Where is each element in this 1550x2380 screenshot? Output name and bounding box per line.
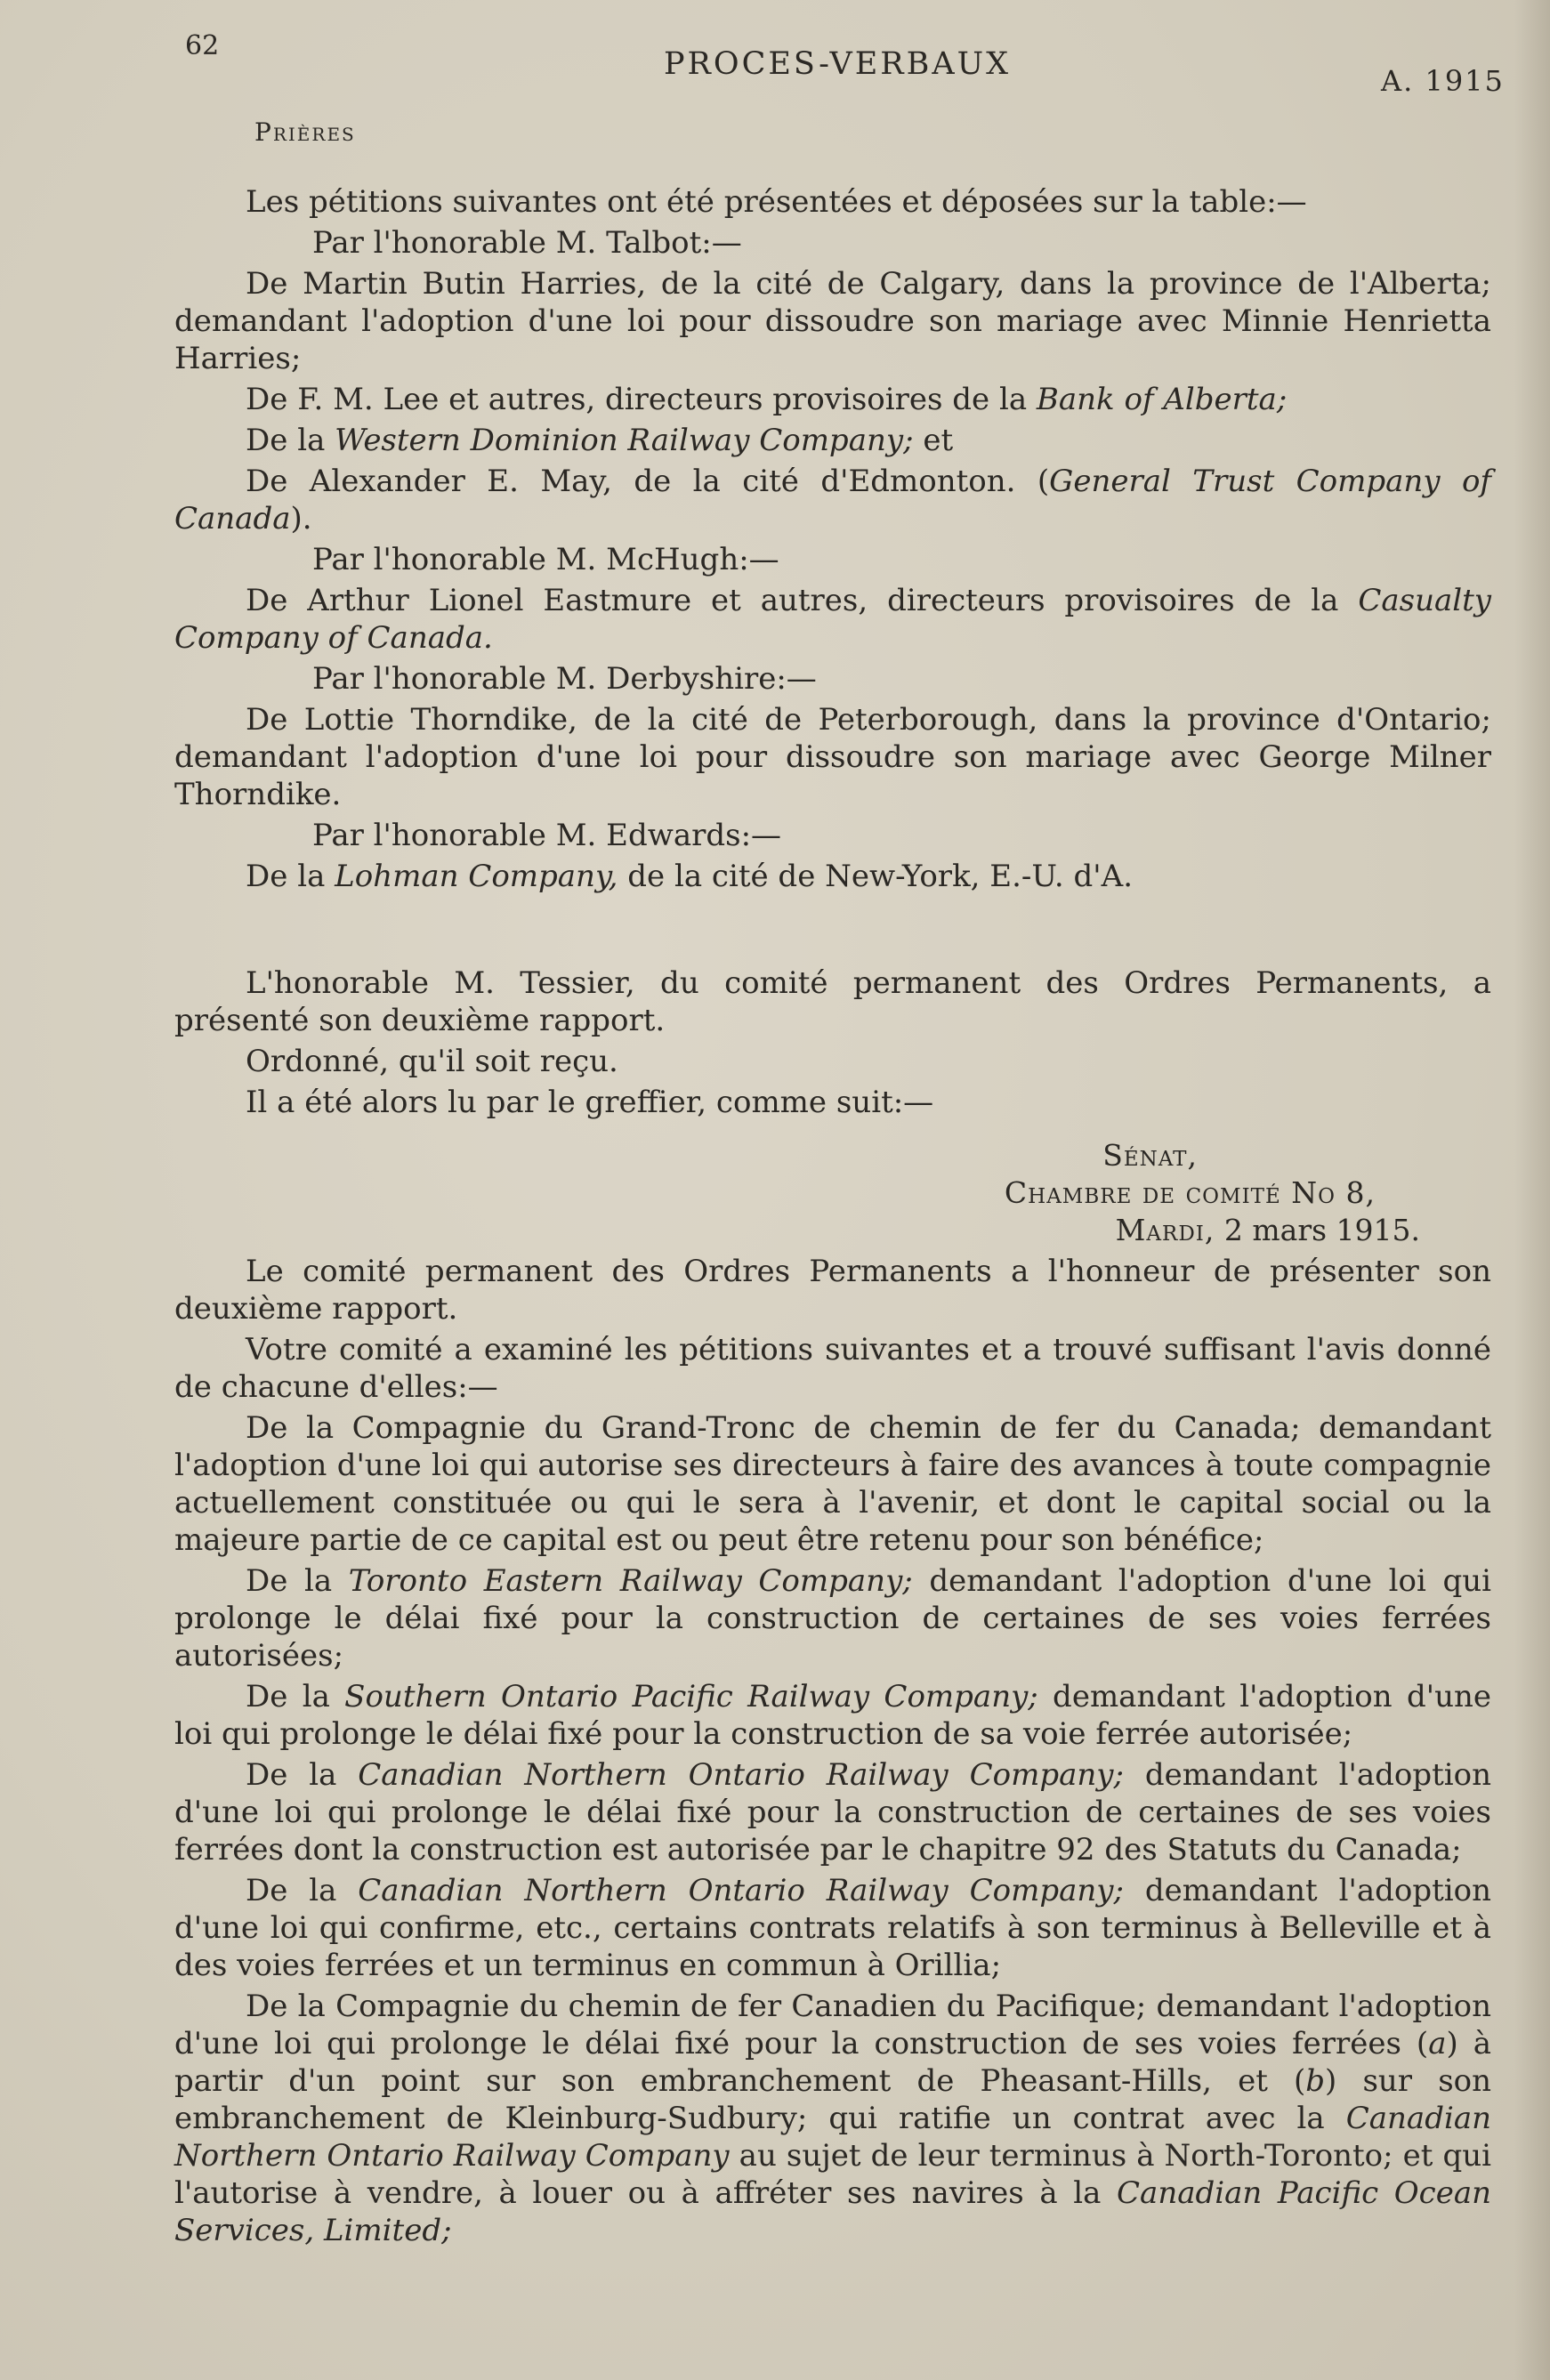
paragraph: De Lottie Thorndike, de la cité de Peterborough, dans la province d'Ontario; demandant l'adoption d'une loi pour dissoudre son mariage avec George Milner Thorndike. xyxy=(174,702,1491,812)
paragraph: De la Canadian Northern Ontario Railway Company; demandant l'adoption d'une loi qui confirme, etc., certains contrats relatifs à son terminus à Belleville et à des voies ferrées et un terminus en commun à Orillia; xyxy=(174,1873,1491,1983)
paragraph: De Arthur Lionel Eastmure et autres, directeurs provisoires de la Casualty Company of Canada. xyxy=(174,583,1491,656)
paragraph: De la Canadian Northern Ontario Railway Company; demandant l'adoption d'une loi qui prolonge le délai fixé pour la construction de certaines de ses voies ferrées dont la construction est autorisée par le chapitre 92 des Statuts du Canada; xyxy=(174,1757,1491,1868)
body-text xyxy=(174,183,1491,2253)
petitioner-line: Par l'honorable M. Derbyshire:— xyxy=(312,661,817,697)
session-year: A. 1915 xyxy=(1381,64,1505,98)
paragraph: De la Compagnie du chemin de fer Canadien du Pacifique; demandant l'adoption d'une loi qui prolonge le délai fixé pour la construction de ses voies ferrées (a) à partir d'un point sur son embranchement de Pheasant-Hills, et (b) sur son embranchement de Kleinburg-Sudbury; qui ratifie un contrat avec la Canadian Northern Ontario Railway Company au sujet de leur terminus à North-Toronto; et qui l'autorise à vendre, à louer ou à affréter ses navires à la Canadian Pacific Ocean Services, Limited; xyxy=(174,1989,1492,2248)
paragraph: De la Compagnie du Grand-Tronc de chemin de fer du Canada; demandant l'adoption d'une loi qui autorise ses directeurs à faire des avances à toute compagnie actuellement constituée ou qui le sera à l'avenir, et dont le capital social ou la majeure partie de ce capital est ou peut être retenu pour son bénéfice; xyxy=(174,1410,1491,1558)
paragraph: Le comité permanent des Ordres Permanents a l'honneur de présenter son deuxième rapport. xyxy=(174,1254,1491,1327)
paragraph: De Alexander E. May, de la cité d'Edmonton. (General Trust Company of Canada). xyxy=(174,464,1492,537)
report-dateline xyxy=(174,1137,1491,1249)
paragraph: De Martin Butin Harries, de la cité de Calgary, dans la province de l'Alberta; demandant l'adoption d'une loi pour dissoudre son mariage avec Minnie Henrietta Harries; xyxy=(174,266,1491,376)
dateline-room: Chambre de comité No 8, xyxy=(1004,1175,1376,1210)
petitioner-line: Par l'honorable M. Talbot:— xyxy=(312,225,742,261)
page-number: 62 xyxy=(185,30,220,61)
paragraph: De la Toronto Eastern Railway Company; demandant l'adoption d'une loi qui prolonge le délai fixé pour la construction de certaines de ses voies ferrées autorisées; xyxy=(174,1563,1491,1674)
paragraph: Votre comité a examiné les pétitions suivantes et a trouvé suffisant l'avis donné de chacune d'elles:— xyxy=(174,1332,1491,1405)
paragraph: Les pétitions suivantes ont été présentées et déposées sur la table:— xyxy=(246,184,1307,220)
paragraph: De la Southern Ontario Pacific Railway Company; demandant l'adoption d'une loi qui prolonge le délai fixé pour la construction de sa voie ferrée autorisée; xyxy=(174,1679,1491,1752)
paragraph: Ordonné, qu'il soit reçu. xyxy=(246,1044,618,1079)
page-edge-shadow xyxy=(1514,0,1550,2380)
paragraph: Il a été alors lu par le greffier, comme suit:— xyxy=(246,1085,934,1120)
paragraph: De F. M. Lee et autres, directeurs provisoires de la Bank of Alberta; xyxy=(246,382,1288,417)
running-title: PROCES-VERBAUX xyxy=(664,46,1012,82)
dateline-date: Mardi, 2 mars 1915. xyxy=(1115,1213,1420,1247)
petitioner-line: Par l'honorable M. McHugh:— xyxy=(312,542,779,577)
petitioner-line: Par l'honorable M. Edwards:— xyxy=(312,818,782,853)
paragraph: L'honorable M. Tessier, du comité permanent des Ordres Permanents, a présenté son deuxième rapport. xyxy=(174,965,1491,1038)
paragraph: De la Lohman Company, de la cité de New-York, E.-U. d'A. xyxy=(246,859,1134,894)
dateline-senate: Sénat, xyxy=(1102,1138,1198,1173)
section-heading: Prières xyxy=(254,117,356,147)
paragraph: De la Western Dominion Railway Company; et xyxy=(246,423,954,458)
